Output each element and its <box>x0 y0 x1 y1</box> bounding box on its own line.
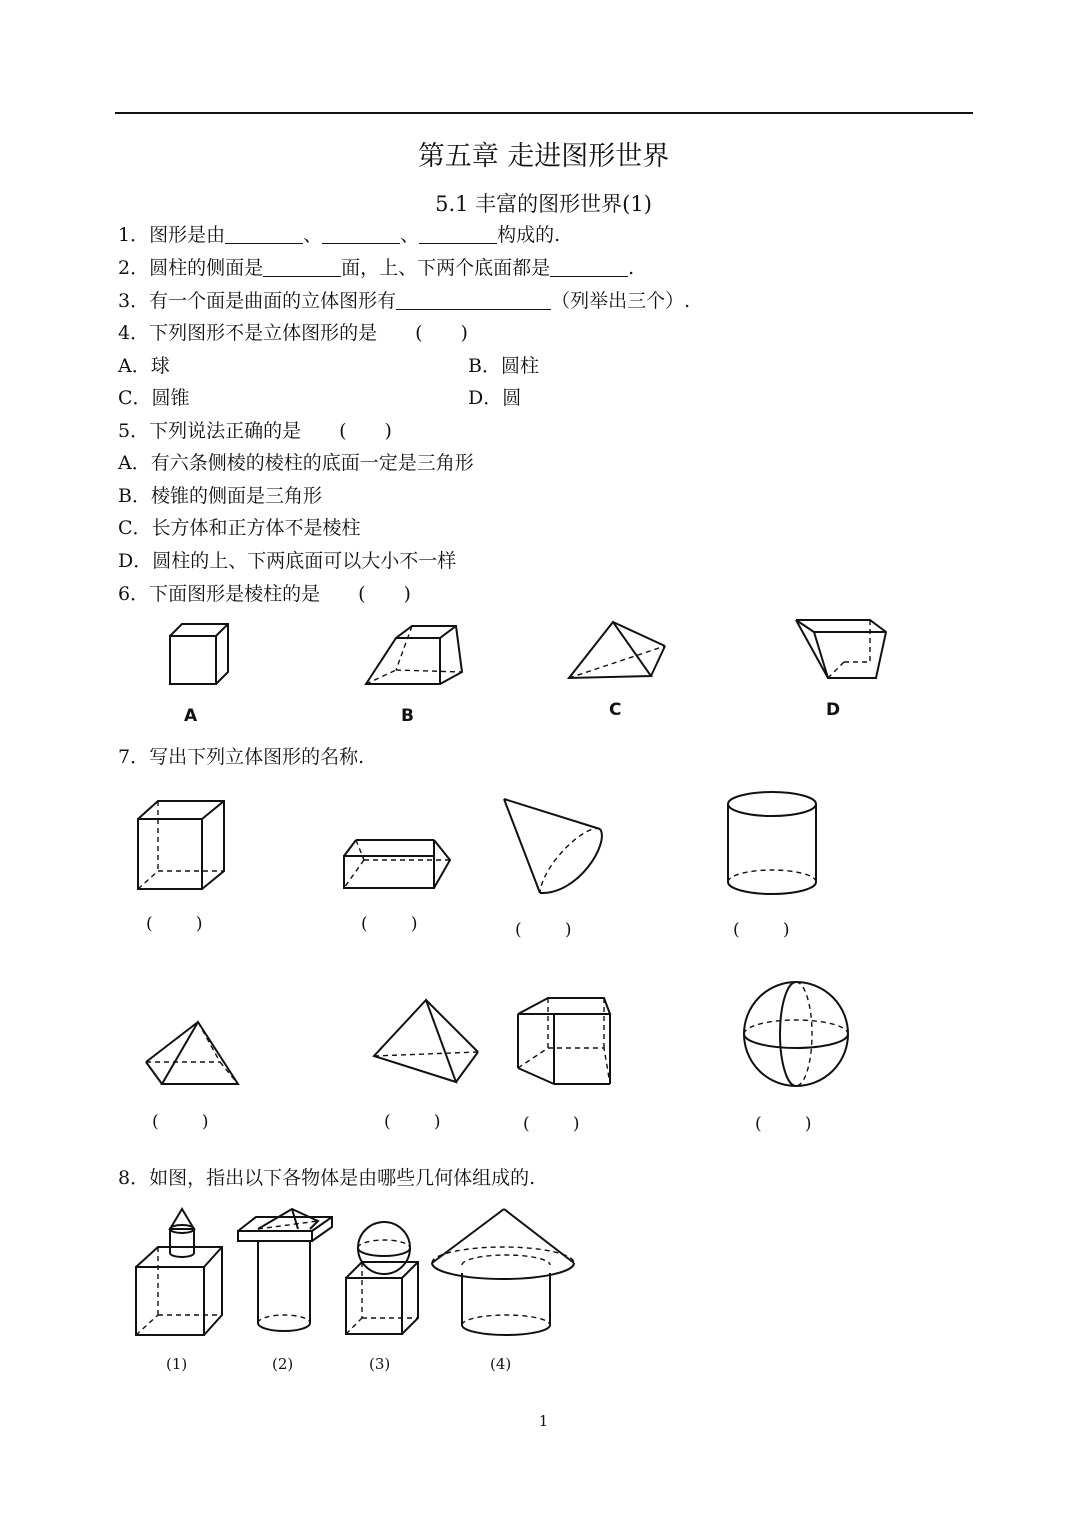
chapter-title: 第五章 走进图形世界 <box>417 141 670 172</box>
q4-option-a[interactable]: A．球 <box>118 355 170 377</box>
q7-figure-cone <box>498 795 608 900</box>
q8-caption-2: (2) <box>272 1355 294 1373</box>
q7-figure-sphere <box>736 978 856 1093</box>
q7-figure-triangular-prism <box>338 836 458 896</box>
q8-caption-1: (1) <box>166 1355 188 1373</box>
q6-label-a[interactable]: A <box>184 706 198 726</box>
question-2: 2．圆柱的侧面是 面，上、下两个底面都是 . <box>118 257 635 279</box>
q6-figure-a-cube <box>160 618 240 693</box>
q4-option-d[interactable]: D．圆 <box>468 387 522 409</box>
q6-figure-b-prism <box>360 620 470 690</box>
q4-option-b[interactable]: B．圆柱 <box>468 355 539 377</box>
q7-figure-pentagonal-prism <box>512 992 622 1090</box>
q7-answer-7[interactable]: ( ) <box>523 1114 580 1134</box>
question-6-stem: 6．下面图形是棱柱的是 ( ) <box>118 583 411 605</box>
q7-answer-1[interactable]: ( ) <box>146 914 203 934</box>
q1-blank-1[interactable] <box>225 225 303 244</box>
q6-label-d[interactable]: D <box>826 700 841 720</box>
q2-blank-1[interactable] <box>263 258 341 277</box>
header-rule <box>115 112 973 114</box>
q3-blank[interactable] <box>396 291 551 310</box>
q8-figure-2-composite <box>234 1205 338 1340</box>
section-title: 5.1 丰富的图形世界(1) <box>435 192 652 216</box>
q7-answer-3[interactable]: ( ) <box>515 920 572 940</box>
q8-caption-4: (4) <box>490 1355 512 1373</box>
q7-answer-2[interactable]: ( ) <box>361 914 418 934</box>
q5-option-c[interactable]: C．长方体和正方体不是棱柱 <box>118 517 361 539</box>
q6-figure-d-frustum <box>792 616 892 686</box>
q7-answer-6[interactable]: ( ) <box>384 1112 441 1132</box>
page-number: 1 <box>538 1412 549 1430</box>
question-3: 3．有一个面是曲面的立体图形有 （列举出三个）. <box>118 290 691 312</box>
q4-option-c[interactable]: C．圆锥 <box>118 387 190 409</box>
q5-option-a[interactable]: A．有六条侧棱的棱柱的底面一定是三角形 <box>118 452 474 474</box>
question-8-stem: 8．如图，指出以下各物体是由哪些几何体组成的. <box>118 1167 536 1189</box>
q2-blank-2[interactable] <box>550 258 628 277</box>
q6-label-b[interactable]: B <box>401 706 414 726</box>
q8-figure-3-composite <box>340 1218 430 1340</box>
q8-figure-1-composite <box>130 1205 230 1345</box>
question-5-stem: 5．下列说法正确的是 ( ) <box>118 420 392 442</box>
q7-figure-cylinder <box>720 788 830 898</box>
question-4-stem: 4．下列图形不是立体图形的是 ( ) <box>118 322 468 344</box>
q8-caption-3: (3) <box>369 1355 391 1373</box>
question-7-stem: 7．写出下列立体图形的名称. <box>118 746 365 768</box>
q7-figure-square-pyramid <box>140 1018 250 1090</box>
q7-figure-tetrahedron <box>368 996 483 1088</box>
q7-answer-8[interactable]: ( ) <box>755 1114 812 1134</box>
q7-answer-4[interactable]: ( ) <box>733 920 790 940</box>
q6-label-c[interactable]: C <box>609 700 622 720</box>
q5-option-b[interactable]: B．棱锥的侧面是三角形 <box>118 485 322 507</box>
q6-figure-c-pyramid <box>563 618 673 688</box>
q1-blank-3[interactable] <box>419 225 497 244</box>
q5-option-d[interactable]: D．圆柱的上、下两底面可以大小不一样 <box>118 550 457 572</box>
q7-figure-cuboid <box>130 795 240 895</box>
q7-answer-5[interactable]: ( ) <box>152 1112 209 1132</box>
question-1: 1．图形是由 、 、 构成的. <box>118 224 561 246</box>
q8-figure-4-composite <box>428 1205 578 1340</box>
q1-blank-2[interactable] <box>322 225 400 244</box>
